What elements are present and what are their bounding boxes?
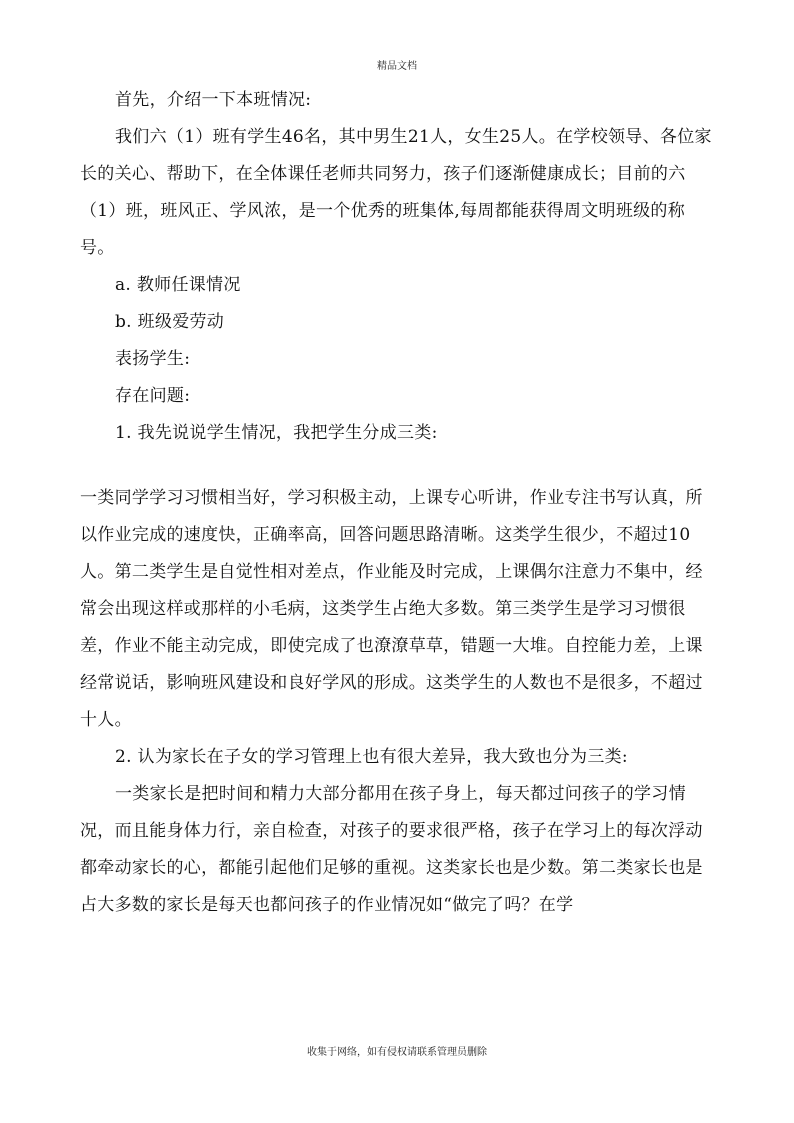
paragraph-item-b: b. 班级爱劳动 (115, 312, 225, 332)
paragraph-point-1: 1. 我先说说学生情况，我把学生分成三类: (115, 423, 438, 443)
page-footer: 收集于网络，如有侵权请联系管理员删除 (307, 1047, 487, 1058)
paragraph-item-a: a. 教师任课情况 (115, 275, 241, 295)
paragraph-praise: 表扬学生: (115, 349, 191, 369)
paragraph-intro: 首先，介绍一下本班情况: (115, 90, 312, 110)
paragraph-point-2: 2. 认为家长在子女的学习管理上也有很大差异，我大致也分为三类: (115, 747, 628, 767)
paragraph-class-overview: 我们六（1）班有学生46名，其中男生21人，女生25人。在学校领导、各位家长的关心、帮助下，在全体课任老师共同努力，孩子们逐渐健康成长；目前的六（1）班，班风正、学风浓，是一个优秀的班集体,每周都能获得周文明班级的称号。 (80, 127, 712, 258)
paragraph-problems: 存在问题: (115, 386, 191, 406)
paragraph-parent-types: 一类家长是把时间和精力大部分都用在孩子身上，每天都过问孩子的学习情况，而且能身体力行，亲自检查，对孩子的要求很严格，孩子在学习上的每次浮动都牵动家长的心，都能引起他们足够的重视。这类家长也是少数。第二类家长也是占大多数的家长是每天也都问孩子的作业情况如“做完了吗？在学 (80, 784, 703, 915)
document-body (80, 82, 716, 924)
page-header: 精品文档 (377, 61, 417, 72)
paragraph-student-types: 一类同学学习习惯相当好，学习积极主动，上课专心听讲，作业专注书写认真，所以作业完成的速度快，正确率高，回答问题思路清晰。这类学生很少，不超过10人。第二类学生是自觉性相对差点，作业能及时完成，上课偶尔注意力不集中，经常会出现这样或那样的小毛病，这类学生占绝大多数。第三类学生是学习习惯很差，作业不能主动完成，即使完成了也潦潦草草，错题一大堆。自控能力差，上课经常说话，影响班风建设和良好学风的形成。这类学生的人数也不是很多，不超过十人。 (80, 488, 703, 730)
